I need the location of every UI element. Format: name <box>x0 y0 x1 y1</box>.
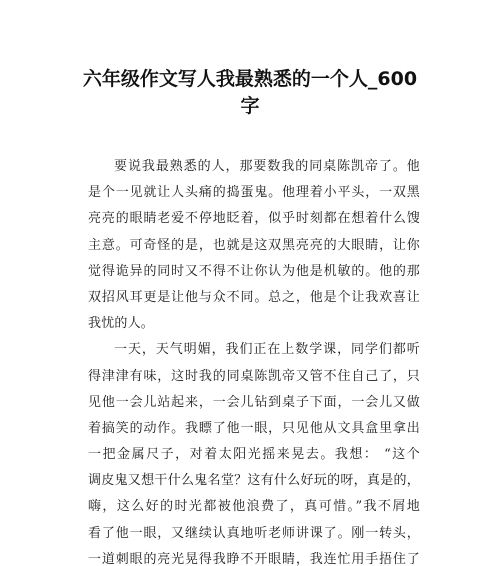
text-line: 是个一见就让人头痛的捣蛋鬼。他理着小平头，一双黑 <box>88 185 420 201</box>
title-line-1: 六年级作文写人我最熟悉的一个人_600 <box>82 68 418 90</box>
paragraph-2 <box>88 337 420 566</box>
text-line: 见他一会儿站起来，一会儿钻到桌子下面，一会儿又做 <box>88 394 420 410</box>
text-line: 得津津有味，这时我的同桌陈凯帝又管不住自己了，只 <box>88 368 420 384</box>
title-line-2: 字 <box>240 95 260 117</box>
text-line: 嗨，这么好的时光都被他浪费了，真可惜。”我不屑地 <box>88 499 420 515</box>
text-line: 一天，天气明媚，我们正在上数学课，同学们都听 <box>114 342 420 358</box>
text-line: 调皮鬼又想干什么鬼名堂？这有什么好玩的呀，真是的， <box>88 473 420 489</box>
text-line: 着搞笑的动作。我瞟了他一眼，只见他从文具盒里拿出 <box>88 420 420 436</box>
text-line: 主意。可奇怪的是，也就是这双黑亮亮的大眼睛，让你 <box>88 237 420 253</box>
paragraph-1 <box>88 154 420 337</box>
text-line: 亮亮的眼睛老爱不停地眨着，似乎时刻都在想着什么馊 <box>88 211 420 227</box>
text-line: 要说我最熟悉的人，那要数我的同桌陈凯帝了。他 <box>114 159 420 174</box>
text-line: 觉得诡异的同时又不得不让你认为他是机敏的。他的那 <box>88 263 420 279</box>
text-line: 一把金属尺子，对着太阳光摇来晃去。我想： “这个 <box>88 447 420 463</box>
document-title <box>60 66 440 120</box>
text-line: 看了他一眼，又继续认真地听老师讲课了。刚一转头， <box>88 525 420 541</box>
text-line: 一道刺眼的亮光晃得我睁不开眼睛，我连忙用手捂住了 <box>88 551 420 566</box>
text-line: 双招风耳更是让他与众不同。总之，他是个让我欢喜让 <box>88 289 420 305</box>
article-body <box>88 154 420 566</box>
text-line: 我忧的人。 <box>88 316 155 332</box>
